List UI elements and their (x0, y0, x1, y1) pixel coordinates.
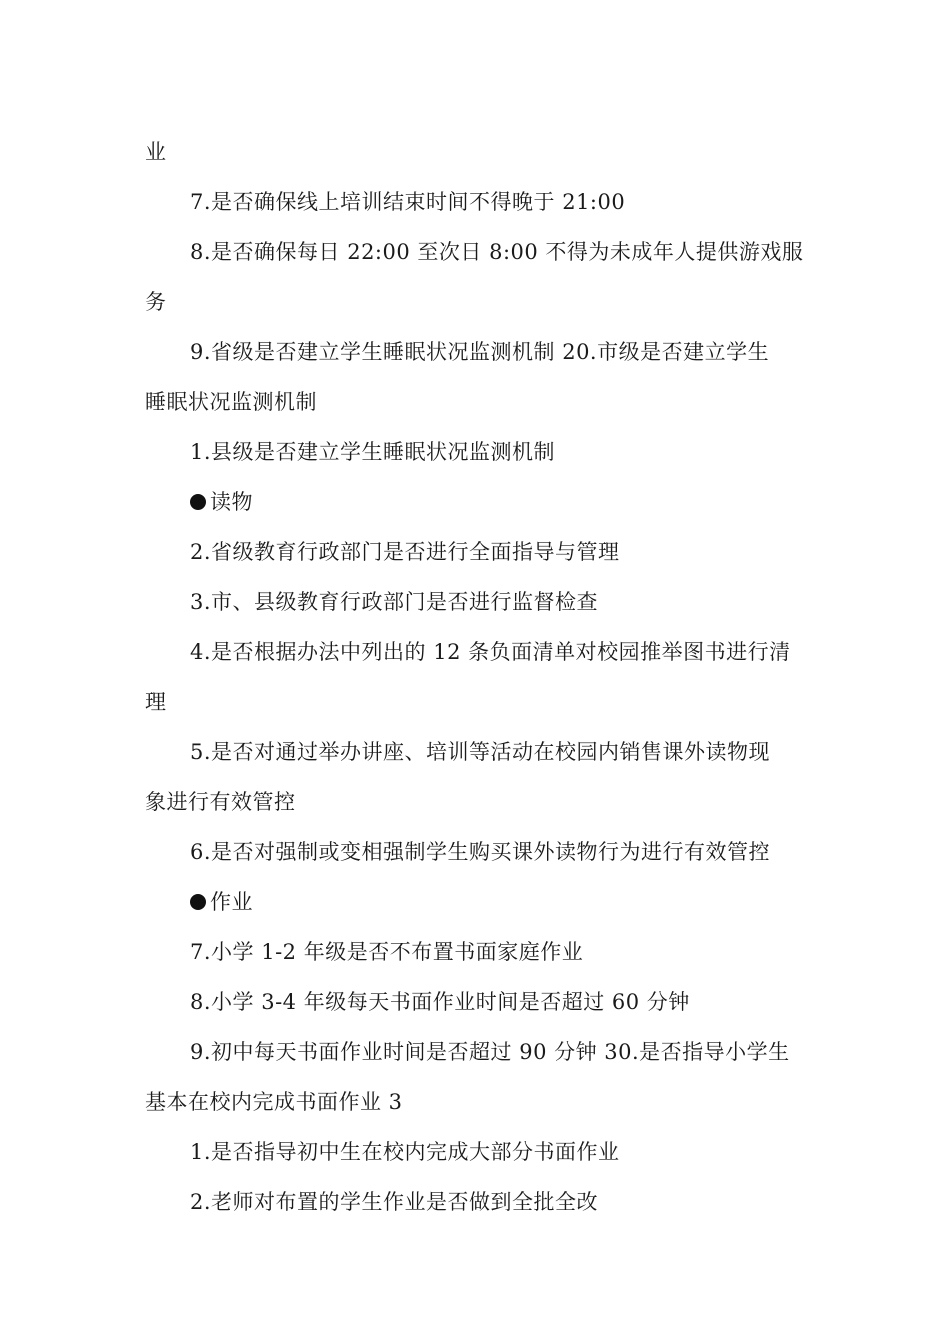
text-line-continuation: 务 (145, 290, 167, 314)
text-line-continuation: 业 (145, 140, 167, 164)
text-line-item: 7.小学 1-2 年级是否不布置书面家庭作业 (190, 940, 584, 964)
text-line-item: 9.省级是否建立学生睡眠状况监测机制 20.市级是否建立学生 (190, 340, 770, 364)
text-line-item: 5.是否对通过举办讲座、培训等活动在校园内销售课外读物现 (190, 740, 771, 764)
text-line-continuation: 理 (145, 690, 167, 714)
section-heading-reading: 读物 (190, 489, 253, 515)
text-line-item: 1.是否指导初中生在校内完成大部分书面作业 (190, 1140, 620, 1164)
bullet-icon (190, 894, 206, 910)
text-line-continuation: 基本在校内完成书面作业 3 (145, 1090, 403, 1114)
text-line-item: 8.小学 3-4 年级每天书面作业时间是否超过 60 分钟 (190, 990, 690, 1014)
bullet-icon (190, 494, 206, 510)
text-line-item: 4.是否根据办法中列出的 12 条负面清单对校园推举图书进行清 (190, 640, 791, 664)
text-line-continuation: 睡眠状况监测机制 (145, 390, 317, 414)
text-line-item: 2.省级教育行政部门是否进行全面指导与管理 (190, 540, 620, 564)
text-line-item: 2.老师对布置的学生作业是否做到全批全改 (190, 1190, 599, 1214)
section-heading-homework: 作业 (190, 889, 253, 915)
text-line-item: 6.是否对强制或变相强制学生购买课外读物行为进行有效管控 (190, 840, 771, 864)
text-line-item: 7.是否确保线上培训结束时间不得晚于 21:00 (190, 190, 626, 214)
text-line-item: 1.县级是否建立学生睡眠状况监测机制 (190, 440, 556, 464)
text-line-continuation: 象进行有效管控 (145, 790, 296, 814)
text-line-item: 8.是否确保每日 22:00 至次日 8:00 不得为未成年人提供游戏服 (190, 240, 804, 264)
text-line-item: 3.市、县级教育行政部门是否进行监督检查 (190, 590, 599, 614)
text-line-item: 9.初中每天书面作业时间是否超过 90 分钟 30.是否指导小学生 (190, 1040, 790, 1064)
